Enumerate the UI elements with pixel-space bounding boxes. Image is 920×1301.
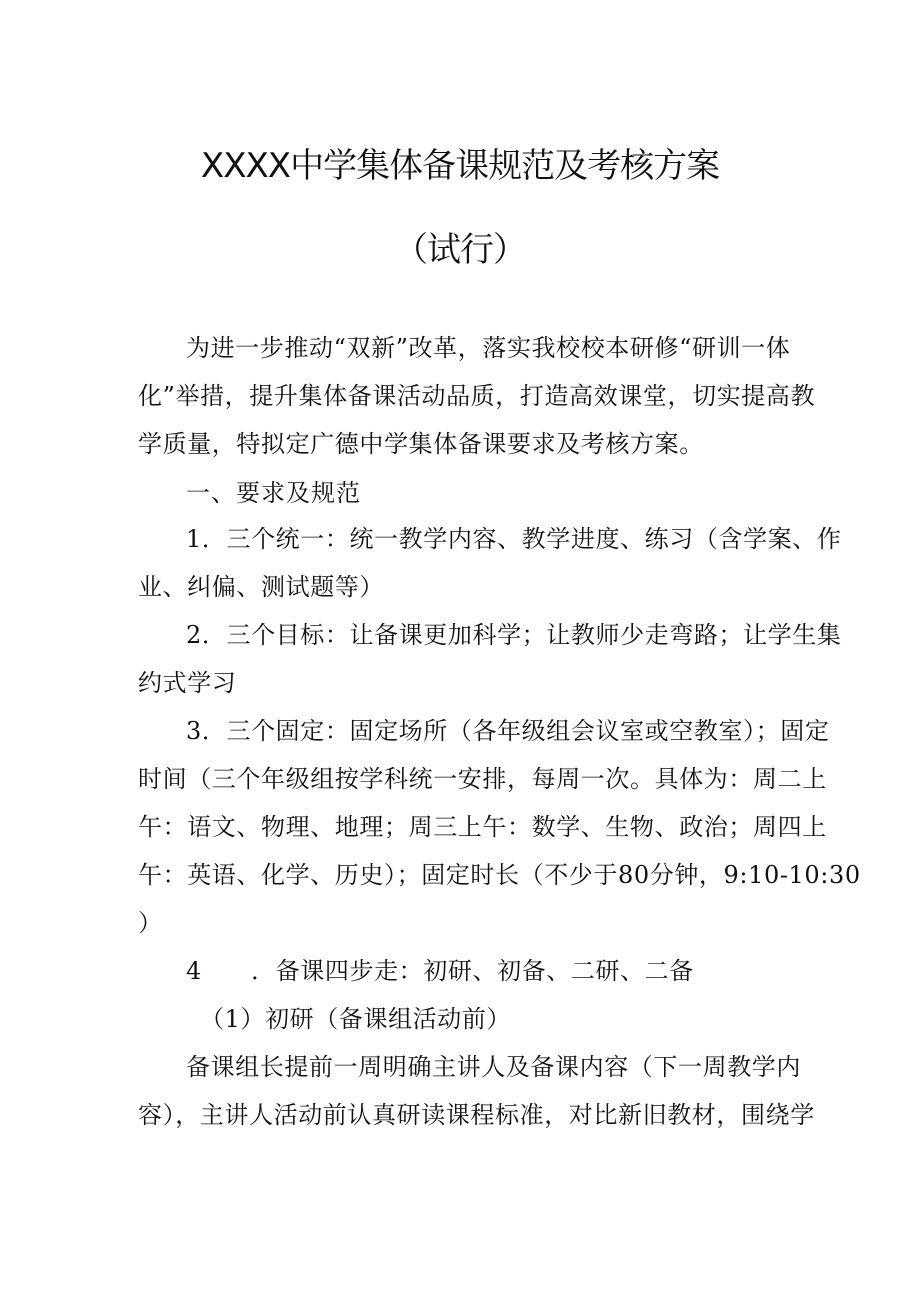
item-4-line-1: 4 ．备课四步走：初研、初备、二研、二备 xyxy=(186,957,694,985)
intro-line-1: 为进一步推动“双新”改革，落实我校校本研修“研训一体 xyxy=(186,334,791,362)
item-3-line-3: 午：语文、物理、地理；周三上午：数学、生物、政治；周四上 xyxy=(138,813,827,841)
section-heading-1: 一、要求及规范 xyxy=(186,479,361,507)
subitem-1-line-2: 容），主讲人活动前认真研读课程标准，对比新旧教材，围绕学 xyxy=(138,1101,815,1129)
item-1-line-2: 业、纠偏、测试题等） xyxy=(138,573,384,601)
item-3-line-5: ） xyxy=(138,909,163,937)
item-3-line-1: 3．三个固定：固定场所（各年级组会议室或空教室）；固定 xyxy=(186,717,830,745)
item-2-line-2: 约式学习 xyxy=(138,669,237,697)
item-3-line-2: 时间（三个年级组按学科统一安排，每周一次。具体为：周二上 xyxy=(138,765,827,793)
item-1-line-1: 1．三个统一：统一教学内容、教学进度、练习（含学案、作 xyxy=(186,525,842,553)
item-2-line-1: 2．三个目标：让备课更加科学；让教师少走弯路；让学生集 xyxy=(186,621,842,649)
intro-line-3: 学质量，特拟定广德中学集体备课要求及考核方案。 xyxy=(138,430,704,458)
document-subtitle: （试行） xyxy=(394,230,526,270)
subitem-1-heading: （1）初研（备课组活动前） xyxy=(200,1005,512,1033)
document-title: XXXX中学集体备课规范及考核方案 xyxy=(200,146,720,186)
subitem-1-line-1: 备课组长提前一周明确主讲人及备课内容（下一周教学内 xyxy=(186,1053,801,1081)
intro-line-2: 化”举措，提升集体备课活动品质，打造高效课堂，切实提高教 xyxy=(138,382,816,410)
item-3-line-4: 午：英语、化学、历史）；固定时长（不少于80分钟，9:10-10:30 xyxy=(138,861,861,889)
